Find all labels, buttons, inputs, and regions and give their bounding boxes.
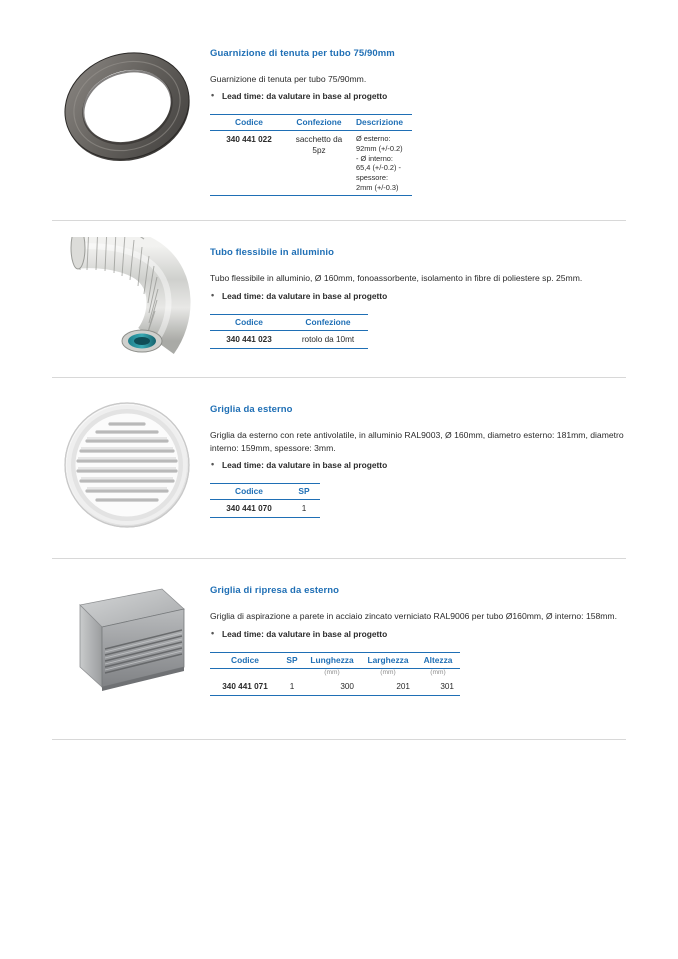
unit-larghezza: (mm) xyxy=(380,668,396,676)
cell-sp: 1 xyxy=(288,499,320,517)
cell-altezza: 301 xyxy=(416,678,460,696)
column-header-lunghezza: Lunghezza xyxy=(304,652,360,668)
bullet-icon: • xyxy=(211,289,215,300)
unit-altezza: (mm) xyxy=(430,668,446,676)
cell-descrizione: Ø esterno: 92mm (+/-0.2) - Ø interno: 65,4 (+/-0.2) - spessore: 2mm (+/-0.3) xyxy=(350,131,412,196)
wall-intake-hood-grille-photo xyxy=(56,575,198,711)
section-divider xyxy=(52,558,626,559)
product-description: Griglia da esterno con rete antivolatile, in alluminio RAL9003, Ø 160mm, diametro esterno: 181mm, diametro interno: 159mm, spessore: 3mm. xyxy=(210,430,624,453)
product-info-guarnizione xyxy=(202,38,626,196)
bullet-icon: • xyxy=(211,459,215,470)
table-row xyxy=(210,499,320,517)
lead-time-text: Lead time: da valutare in base al progetto xyxy=(222,290,388,301)
column-header-larghezza: Larghezza xyxy=(360,652,416,668)
product-image-griglia-esterno xyxy=(52,394,202,536)
column-header-confezione: Confezione xyxy=(288,115,350,131)
product-lead-time xyxy=(210,291,626,302)
product-description: Griglia di aspirazione a parete in acciaio zincato verniciato RAL9006 per tubo Ø160mm, Ø interno: 158mm. xyxy=(210,611,617,622)
column-header-confezione: Confezione xyxy=(288,314,368,330)
table-header-row xyxy=(210,483,320,499)
section-divider xyxy=(52,377,626,378)
product-title: Tubo flessibile in alluminio xyxy=(210,247,335,259)
column-header-altezza: Altezza xyxy=(416,652,460,668)
bullet-icon: • xyxy=(211,90,215,101)
spec-table-guarnizione xyxy=(210,114,412,196)
column-header-codice: Codice xyxy=(210,652,280,668)
table-header-row xyxy=(210,314,368,330)
cell-codice: 340 441 070 xyxy=(210,499,288,517)
lead-time-text: Lead time: da valutare in base al progetto xyxy=(222,628,388,639)
product-image-guarnizione xyxy=(52,38,202,174)
cell-confezione: sacchetto da 5pz xyxy=(288,131,350,196)
column-header-sp: SP xyxy=(280,652,304,668)
product-description: Tubo flessibile in alluminio, Ø 160mm, fonoassorbente, isolamento in fibre di poliestere sp. 25mm. xyxy=(210,273,583,284)
cell-codice: 340 441 023 xyxy=(210,330,288,348)
product-info-griglia-ripresa xyxy=(202,575,626,695)
section-divider xyxy=(52,220,626,221)
product-lead-time xyxy=(210,460,626,471)
spec-table-griglia-ripresa xyxy=(210,652,460,696)
column-header-codice: Codice xyxy=(210,115,288,131)
cell-codice: 340 441 071 xyxy=(210,678,280,696)
cell-sp: 1 xyxy=(280,678,304,696)
cell-codice: 340 441 022 xyxy=(210,131,288,196)
rubber-gasket-ring-photo xyxy=(56,38,198,174)
column-header-codice: Codice xyxy=(210,314,288,330)
table-row xyxy=(210,131,412,196)
product-info-tubo-flessibile xyxy=(202,237,626,348)
product-title: Guarnizione di tenuta per tubo 75/90mm xyxy=(210,48,395,59)
product-lead-time xyxy=(210,629,626,640)
unit-lunghezza: (mm) xyxy=(324,668,340,676)
column-header-sp: SP xyxy=(288,483,320,499)
spec-table-tubo-flessibile xyxy=(210,314,368,349)
flexible-aluminium-duct-photo xyxy=(56,237,198,355)
product-info-griglia-esterno xyxy=(202,394,626,518)
bullet-icon: • xyxy=(211,627,215,638)
table-row xyxy=(210,678,460,696)
product-lead-time xyxy=(210,91,626,102)
product-block-griglia-esterno xyxy=(0,394,678,536)
round-louvred-vent-grille-photo xyxy=(56,394,198,536)
cell-larghezza: 201 xyxy=(360,678,416,696)
column-header-descrizione: Descrizione xyxy=(350,115,412,131)
product-block-griglia-ripresa xyxy=(0,575,678,711)
cell-confezione: rotolo da 10mt xyxy=(288,330,368,348)
product-description: Guarnizione di tenuta per tubo 75/90mm. xyxy=(210,74,367,84)
table-unit-row xyxy=(210,668,460,678)
lead-time-text: Lead time: da valutare in base al progetto xyxy=(222,460,388,471)
product-title: Griglia di ripresa da esterno xyxy=(210,585,340,597)
product-block-tubo-flessibile xyxy=(0,237,678,355)
table-header-row xyxy=(210,115,412,131)
product-title: Griglia da esterno xyxy=(210,404,293,416)
product-image-tubo-flessibile xyxy=(52,237,202,355)
column-header-codice: Codice xyxy=(210,483,288,499)
spec-table-griglia-esterno xyxy=(210,483,320,518)
lead-time-text: Lead time: da valutare in base al progetto xyxy=(222,91,388,102)
cell-lunghezza: 300 xyxy=(304,678,360,696)
unit-sp xyxy=(280,668,304,678)
table-row xyxy=(210,330,368,348)
section-divider xyxy=(52,739,626,740)
product-image-griglia-ripresa xyxy=(52,575,202,711)
unit-codice xyxy=(210,668,280,678)
table-header-row xyxy=(210,652,460,668)
product-block-guarnizione xyxy=(0,0,678,196)
